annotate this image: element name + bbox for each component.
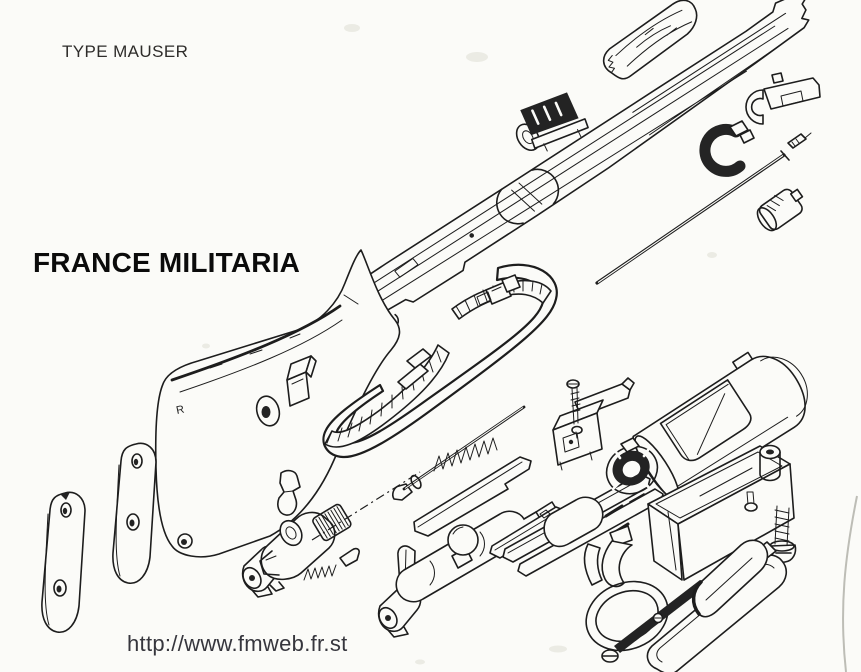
buttplate-inner: [113, 443, 156, 583]
barrel-band: [705, 121, 754, 171]
nose-cap: [746, 73, 820, 124]
forend-body: [322, 0, 833, 340]
stock-marking: R: [175, 403, 186, 417]
bolt-knob: [448, 525, 478, 555]
type-label: TYPE MAUSER: [62, 42, 189, 61]
assembly-axis: [312, 472, 420, 540]
website-caption: http://www.fmweb.fr.st: [127, 631, 348, 656]
small-spring: [304, 565, 336, 580]
page-curl: [843, 496, 857, 672]
firing-pin-spring: [434, 438, 497, 471]
trigger: [602, 526, 632, 586]
floorplate-screw: [654, 614, 663, 623]
buttplate-outer: [42, 492, 85, 632]
small-screw-part: [340, 549, 359, 566]
brand-title: FRANCE MILITARIA: [33, 247, 301, 278]
muzzle-cover: [753, 183, 810, 235]
sling-strap-upper: [452, 275, 551, 319]
